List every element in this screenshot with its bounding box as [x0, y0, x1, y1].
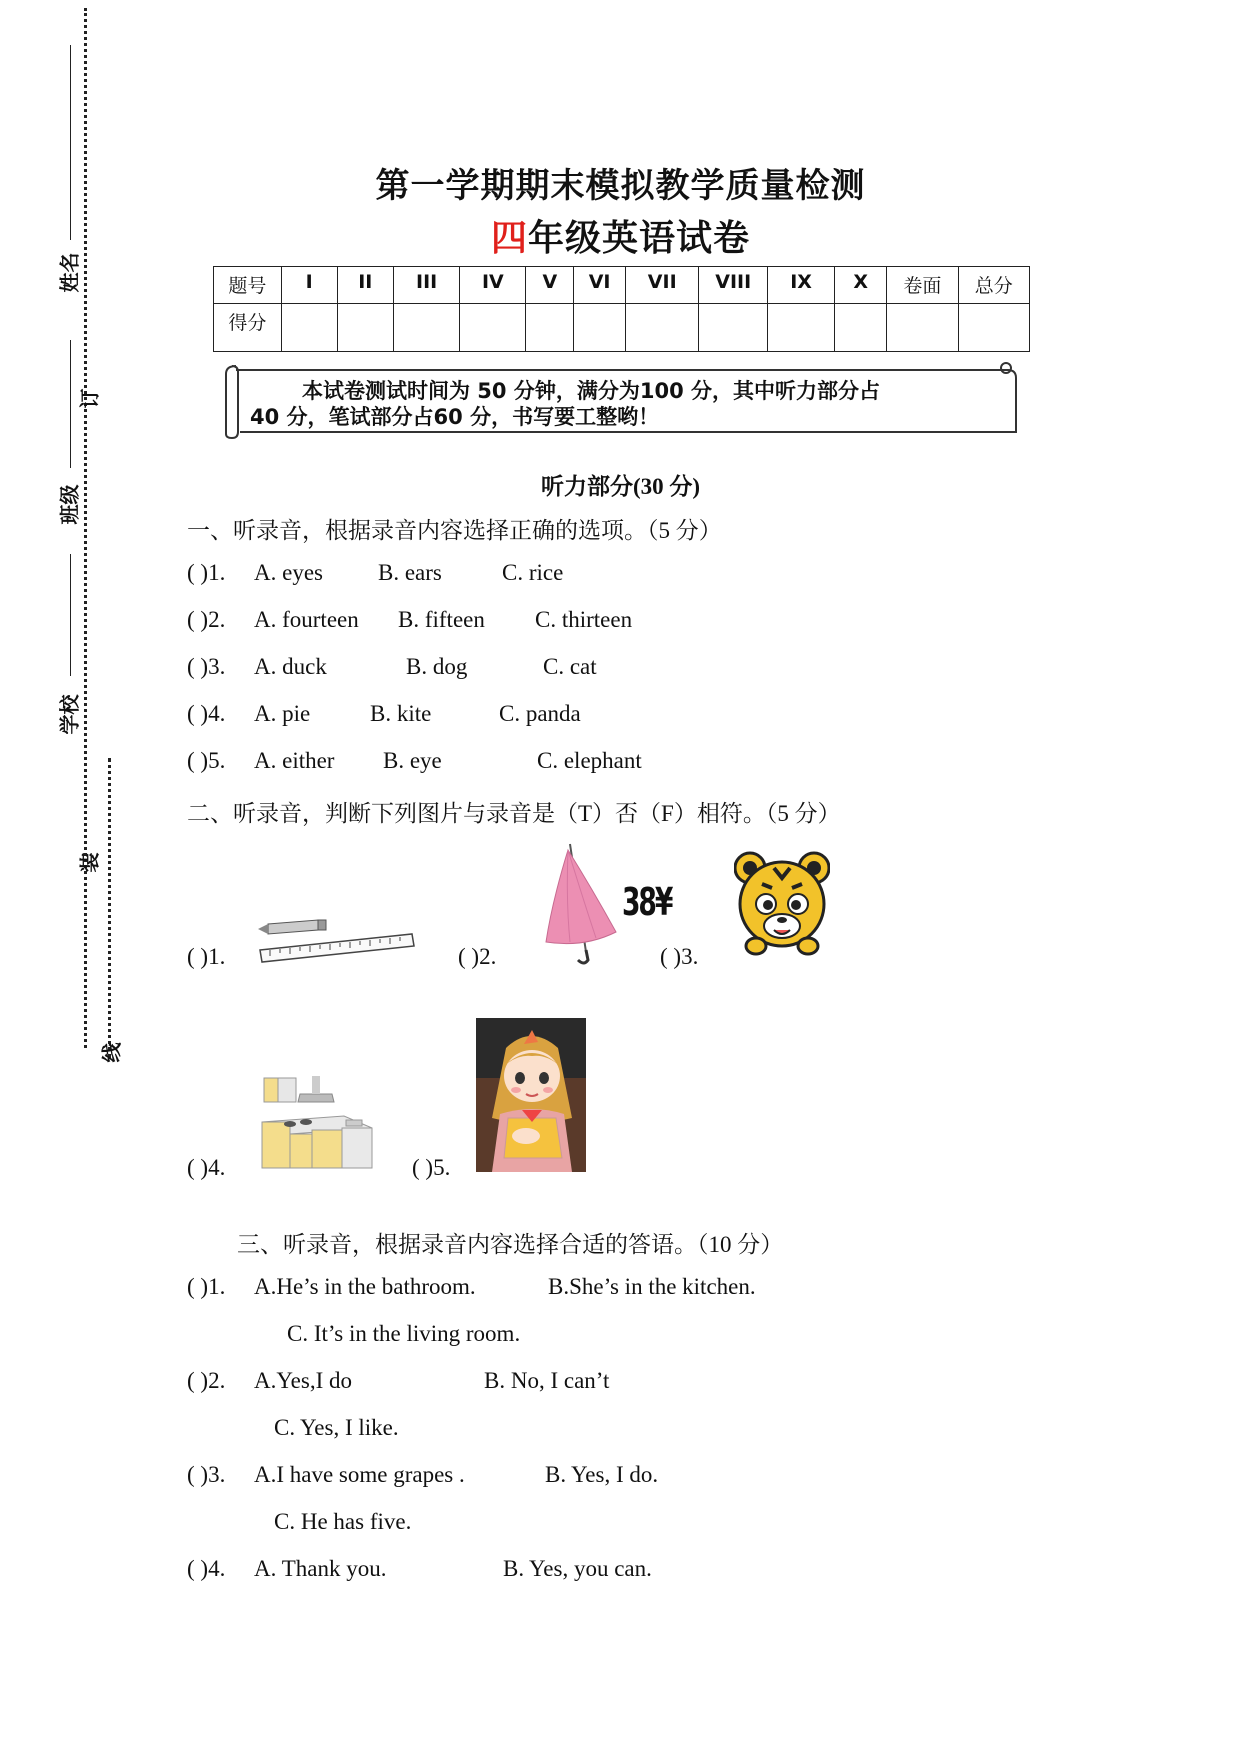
score-cell[interactable] [887, 304, 958, 352]
score-header-cell: 卷面 [887, 267, 958, 304]
option-c: C. cat [543, 654, 597, 679]
price-tag: 38¥ [622, 880, 672, 924]
notice-text-1: 本试卷测试时间为 50 分钟，满分为100 分，其中听力部分占 [302, 379, 880, 403]
score-cell[interactable] [281, 304, 337, 352]
score-header-cell: V [526, 267, 574, 304]
option-a: A. duck [254, 654, 327, 679]
score-cell[interactable] [394, 304, 460, 352]
option-b: B. Yes, you can. [503, 1556, 652, 1581]
section1-heading: 一、听录音，根据录音内容选择正确的选项。（5 分） [187, 518, 722, 543]
option-c: C. Yes, I like. [274, 1415, 399, 1440]
option-c: C. thirteen [535, 607, 633, 632]
score-cell[interactable] [768, 304, 835, 352]
score-table [213, 266, 1030, 352]
option-a: A.He’s in the bathroom. [254, 1274, 476, 1299]
girl-picture [476, 1018, 586, 1172]
picture-answer-blank-3[interactable]: ( )3. [660, 944, 699, 969]
score-table-score-row [214, 304, 1030, 352]
score-header-cell: VII [626, 267, 699, 304]
answer-blank[interactable]: ( )3. [187, 1462, 226, 1487]
option-b: B. dog [406, 654, 468, 679]
class-underline [70, 340, 71, 468]
score-table-header-row [214, 267, 1030, 304]
answer-blank[interactable]: ( )1. [187, 560, 226, 585]
option-b: B. eye [383, 748, 442, 773]
option-a: A. fourteen [254, 607, 359, 632]
option-b: B. Yes, I do. [545, 1462, 659, 1487]
xian-label: 线 [99, 1042, 124, 1063]
notice-line-2: 40 分，笔试部分占60 分，书写要工整哟！ [250, 405, 660, 429]
answer-blank[interactable]: ( )4. [187, 1556, 226, 1581]
dotted-line-inner [108, 758, 111, 1058]
option-c: C. panda [499, 701, 581, 726]
option-b: B. fifteen [398, 607, 485, 632]
option-c: C. rice [502, 560, 564, 585]
picture-answer-blank-5[interactable]: ( )5. [412, 1155, 451, 1180]
score-header-cell: I [281, 267, 337, 304]
option-b: B. ears [378, 560, 442, 585]
score-header-cell: 题号 [214, 267, 282, 304]
school-underline [70, 554, 71, 676]
notice-line-1 [250, 378, 990, 404]
score-cell[interactable] [574, 304, 626, 352]
school-label: 学校 [57, 694, 82, 735]
score-row-label: 得分 [214, 304, 282, 352]
score-header-cell: II [337, 267, 394, 304]
answer-blank[interactable]: ( )1. [187, 1274, 226, 1299]
name-label: 姓名 [57, 252, 82, 293]
ruler-pencil-picture [258, 912, 416, 964]
score-cell[interactable] [699, 304, 768, 352]
score-header-cell: 总分 [958, 267, 1029, 304]
score-cell[interactable] [835, 304, 887, 352]
section3-heading: 三、听录音，根据录音内容选择合适的答语。（10 分） [237, 1232, 784, 1257]
option-a: A.I have some grapes . [254, 1462, 465, 1487]
pink-umbrella-picture [544, 842, 624, 968]
option-c: C. It’s in the living room. [287, 1321, 521, 1346]
score-cell[interactable] [626, 304, 699, 352]
score-header-cell: VI [574, 267, 626, 304]
score-header-cell: VIII [699, 267, 768, 304]
score-cell[interactable] [958, 304, 1029, 352]
ding-label: 订 [77, 388, 102, 409]
option-b: B. No, I can’t [484, 1368, 610, 1393]
option-a: A. Thank you. [254, 1556, 387, 1581]
score-header-cell: IX [768, 267, 835, 304]
picture-answer-blank-1[interactable]: ( )1. [187, 944, 226, 969]
section2-heading: 二、听录音，判断下列图片与录音是（T）否（F）相符。（5 分） [187, 801, 841, 826]
option-a: A. eyes [254, 560, 323, 585]
score-header-cell: IV [460, 267, 526, 304]
answer-blank[interactable]: ( )2. [187, 1368, 226, 1393]
option-b: B.She’s in the kitchen. [548, 1274, 756, 1299]
subtitle-rest: 年级英语试卷 [528, 218, 751, 259]
score-cell[interactable] [460, 304, 526, 352]
option-c: C. elephant [537, 748, 642, 773]
answer-blank[interactable]: ( )4. [187, 701, 226, 726]
picture-answer-blank-4[interactable]: ( )4. [187, 1155, 226, 1180]
score-cell[interactable] [526, 304, 574, 352]
option-b: B. kite [370, 701, 432, 726]
option-a: A. pie [254, 701, 311, 726]
listening-title: 听力部分(30 分) [540, 474, 701, 499]
picture-answer-blank-2[interactable]: ( )2. [458, 944, 497, 969]
answer-blank[interactable]: ( )2. [187, 607, 226, 632]
exam-notice [250, 378, 990, 430]
zhuang-label: 装 [77, 852, 102, 873]
answer-blank[interactable]: ( )5. [187, 748, 226, 773]
exam-subtitle [0, 210, 1241, 261]
option-a: A. either [254, 748, 335, 773]
grade-number: 四 [490, 218, 528, 259]
score-header-cell: III [394, 267, 460, 304]
score-cell[interactable] [337, 304, 394, 352]
score-header-cell: X [835, 267, 887, 304]
tiger-face-picture [734, 848, 830, 960]
class-label: 班级 [57, 484, 82, 525]
kitchen-picture [260, 1072, 374, 1170]
option-a: A.Yes,I do [254, 1368, 352, 1393]
exam-title: 第一学期期末模拟教学质量检测 [375, 166, 866, 206]
answer-blank[interactable]: ( )3. [187, 654, 226, 679]
option-c: C. He has five. [274, 1509, 412, 1534]
